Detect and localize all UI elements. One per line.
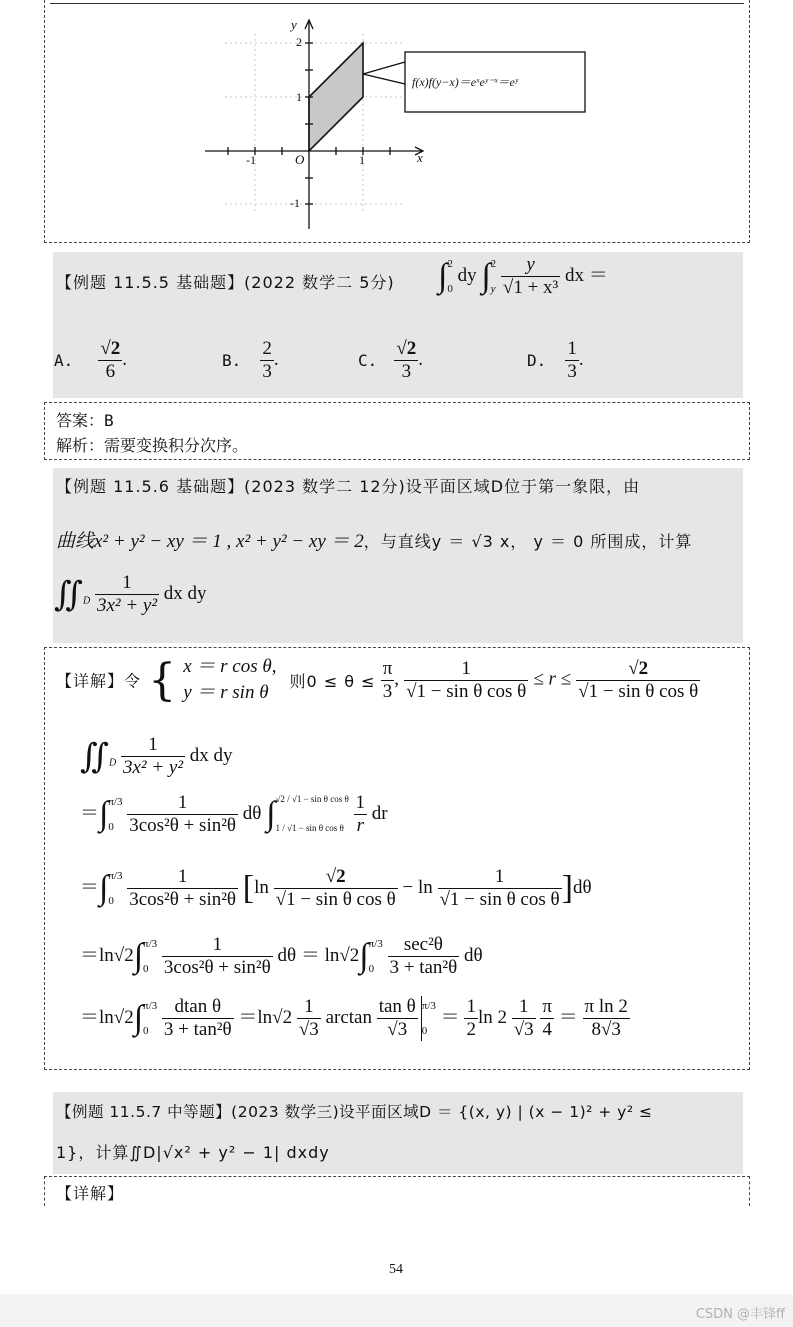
l3-num: 1 bbox=[177, 866, 188, 887]
watermark: CSDN @丰锋ff bbox=[695, 1307, 785, 1322]
l5-arctan: arctan bbox=[325, 1006, 372, 1028]
example-11-5-7-line2: 1}，计算∬D|√x² + y² − 1| dxdy bbox=[56, 1143, 330, 1162]
region-figure bbox=[200, 14, 600, 234]
l2-lower: 0 bbox=[108, 820, 114, 833]
l3-upper: π/3 bbox=[108, 870, 123, 883]
region-sub-sol: D bbox=[108, 757, 117, 769]
option-a bbox=[54, 338, 127, 383]
l4-ln-sqrt2: ＝ln√2 bbox=[80, 944, 134, 966]
example-11-5-6-line2 bbox=[56, 526, 692, 553]
inner-upper-limit: 2 bbox=[490, 258, 497, 271]
shaded-region bbox=[309, 43, 363, 151]
option-c-den: 3 bbox=[394, 360, 418, 383]
dy-text: dy bbox=[457, 264, 477, 286]
tick-x-neg1: -1 bbox=[246, 153, 256, 167]
l2-r-num: 1 bbox=[355, 792, 366, 813]
example-11-5-6-line1: 【例题 11.5.6 基础题】(2023 数学二 12分)设平面区域D位于第一象限，由 bbox=[56, 477, 641, 496]
option-d-num: 1 bbox=[567, 338, 577, 359]
origin-label: O bbox=[295, 152, 305, 167]
l4-lower2: 0 bbox=[368, 962, 375, 975]
tick-y-2: 2 bbox=[296, 35, 302, 49]
r-upper-den: √1 − sin θ cos θ bbox=[578, 680, 699, 702]
l2-upper: π/3 bbox=[108, 796, 123, 809]
sol-line0 bbox=[56, 654, 700, 706]
l5-eq2: ＝ bbox=[558, 1006, 578, 1028]
sol-line5: ＝ln√2∫π/3 0 $\frac{\text{dtan θ}}{\text{3 + tan²θ}}$ ＝ln√2 $\frac{1}{√3}$ arctan $\frac{\text{tan θ}}{√3}$ π/3 0 ＝ $\frac{1}{2}$ ln 2 $\frac{1}{√3}$ $\frac{\pi}{4}$ ＝ $\frac{\text{π ln 2}}{8√3}$ bbox=[80, 996, 628, 1040]
l5-result-num: π ln 2 bbox=[584, 996, 628, 1017]
figure-top-rule bbox=[50, 3, 744, 4]
detail-box-11-5-7 bbox=[44, 1176, 750, 1206]
region-subscript: D bbox=[82, 595, 91, 607]
dxdy-556: dx dy bbox=[163, 582, 207, 604]
line-condition: ，与直线y ＝ √3 x， y ＝ 0 所围成，计算 bbox=[363, 532, 693, 551]
l3-one: 1 bbox=[494, 866, 505, 887]
l5-result-den: 8√3 bbox=[583, 1018, 630, 1041]
l2-dtheta: dθ bbox=[242, 802, 262, 824]
l5-eq1: ＝ bbox=[440, 1006, 460, 1028]
l5-eval-lower: 0 bbox=[421, 1024, 428, 1037]
sol-line2: ＝∫π/3 0 $\frac{1}{\text{3cos²θ + sin²θ}}$ dθ ∫√2 / √1 − sin θ cos θ 1 / √1 − sin θ cos θ $\frac{1}{r}$ dr bbox=[80, 792, 388, 836]
integrand-num-556: 1 bbox=[122, 572, 132, 593]
double-integral-sign: ∬ bbox=[54, 576, 83, 614]
l3-ln1: ln bbox=[254, 876, 269, 898]
sol-line1: $∬_D$ $\frac{1}{\text{3x² + y²}}$ dx dy bbox=[80, 734, 233, 778]
option-b bbox=[222, 338, 279, 383]
r-inequality: ≤ r ≤ bbox=[533, 668, 572, 690]
l5-four: 4 bbox=[540, 1018, 554, 1041]
example-11-5-7-line1: 【例题 11.5.7 中等题】(2023 数学三)设平面区域D ＝ {(x, y) | (x − 1)² + y² ≤ bbox=[56, 1103, 653, 1121]
integrand-den-556: 3x² + y² bbox=[96, 595, 158, 616]
l2-inner-upper: √2 / √1 − sin θ cos θ bbox=[275, 793, 349, 804]
option-b-dot: . bbox=[273, 349, 279, 370]
l2-r-den: r bbox=[354, 814, 368, 837]
outer-lower-limit: 0 bbox=[447, 282, 453, 295]
option-d-letter: D. bbox=[527, 351, 547, 370]
l4-sec: sec²θ bbox=[403, 934, 443, 955]
option-b-num: 2 bbox=[262, 338, 272, 359]
integral-sign-inner: ∫ bbox=[481, 257, 491, 295]
option-b-den: 3 bbox=[262, 361, 272, 382]
option-d-dot: . bbox=[578, 349, 584, 370]
option-a-num: √2 bbox=[100, 338, 121, 359]
integrand-denominator: √1 + x³ bbox=[502, 277, 559, 298]
l5-one: 1 bbox=[304, 996, 314, 1017]
tick-y-neg1: -1 bbox=[290, 196, 300, 210]
l5-half-num: 1 bbox=[466, 996, 476, 1017]
answer-text: 答案：B bbox=[56, 411, 114, 430]
option-a-letter: A. bbox=[54, 351, 74, 370]
l5-pi: π bbox=[542, 996, 552, 1017]
r-lower-num: 1 bbox=[461, 657, 471, 679]
l2-num: 1 bbox=[177, 792, 188, 813]
l2-den: 3cos²θ + sin²θ bbox=[129, 815, 237, 836]
page-number: 54 bbox=[389, 1262, 403, 1277]
brace-icon: { bbox=[148, 654, 177, 706]
system-eq1: x ＝ r cos θ, bbox=[183, 656, 277, 677]
l5-sqrt3-b: √3 bbox=[377, 1018, 418, 1041]
axis-y-label: y bbox=[291, 17, 297, 32]
option-c-letter: C. bbox=[358, 351, 378, 370]
l2-dr: dr bbox=[371, 802, 388, 824]
sol-line4: ＝ln√2∫π/3 0 $\frac{1}{\text{3cos²θ + sin²θ}}$ dθ ＝ ln√2∫π/3 0 $\frac{\text{sec²θ}}{\text{3 + tan²θ}}$ dθ bbox=[80, 934, 483, 978]
system-eq2: y ＝ r sin θ bbox=[183, 682, 269, 703]
l5-eq-ln-sqrt2: ＝ln√2 bbox=[238, 1006, 293, 1028]
r-upper-num: √2 bbox=[628, 657, 649, 679]
l3-lower: 0 bbox=[108, 894, 114, 907]
l5-ln-sqrt2: ＝ln√2 bbox=[80, 1006, 134, 1028]
l4-eq: dθ ＝ ln√2 bbox=[277, 944, 360, 966]
l2-inner-lower: 1 / √1 − sin θ cos θ bbox=[275, 823, 344, 834]
inner-lower-limit: y bbox=[490, 282, 496, 295]
l3-den2: √1 − sin θ cos θ bbox=[439, 889, 560, 910]
axis-x-label: x bbox=[417, 150, 423, 165]
l5-eval-upper: π/3 bbox=[421, 1000, 436, 1013]
option-a-dot: . bbox=[122, 349, 128, 370]
l5-den: 3 + tan²θ bbox=[163, 1019, 232, 1040]
option-d-den: 3 bbox=[567, 361, 577, 382]
outer-upper-limit: 2 bbox=[447, 258, 453, 271]
integrand-numerator: y bbox=[526, 254, 535, 275]
sol-line3: ＝∫π/3 0 $\frac{1}{\text{3cos²θ + sin²θ}}$ [ln $\frac{√2}{\text{√1 − sin θ cos θ}}$ − ln $\frac{1}{\text{√1 − sin θ cos θ}}$ ]dθ bbox=[80, 866, 592, 910]
l3-sqrt2: √2 bbox=[325, 866, 346, 887]
detail-label-557: 【详解】 bbox=[56, 1184, 125, 1203]
tick-x-1: 1 bbox=[359, 153, 365, 167]
analysis-text: 解析：需要变换积分次序。 bbox=[56, 436, 249, 455]
annotation-text: f(x)f(y−x)＝eˣeʸ⁻ˣ＝eʸ bbox=[412, 75, 518, 89]
integral-sign-outer: ∫ bbox=[438, 257, 448, 295]
l5-ln2: ln 2 bbox=[477, 1006, 507, 1028]
l3-den: 3cos²θ + sin²θ bbox=[129, 889, 237, 910]
l5-upper: π/3 bbox=[143, 1000, 158, 1013]
option-c-num: √2 bbox=[396, 338, 417, 359]
example-11-5-5-header: 【例题 11.5.5 基础题】(2022 数学二 5分) bbox=[56, 273, 395, 292]
option-a-den: 6 bbox=[98, 360, 122, 383]
option-c bbox=[358, 338, 423, 383]
pi-num: π bbox=[382, 657, 393, 679]
curve-equations: 曲线x² + y² − xy ＝ 1 , x² + y² − xy ＝ 2 bbox=[56, 531, 364, 552]
theta-range: 则0 ≤ θ ≤ bbox=[289, 671, 376, 691]
l5-one-b: 1 bbox=[518, 996, 529, 1017]
integrand-fraction-556 bbox=[95, 572, 159, 617]
example-11-5-5-integral bbox=[438, 254, 608, 299]
l1-den: 3x² + y² bbox=[122, 757, 184, 778]
l4-lower: 0 bbox=[143, 962, 149, 975]
example-11-5-6-integral bbox=[54, 572, 207, 617]
l5-tantheta: tan θ bbox=[378, 996, 416, 1017]
option-d bbox=[527, 338, 584, 383]
l5-sqrt3: √3 bbox=[298, 1019, 319, 1040]
l1-tail: dx dy bbox=[189, 744, 233, 766]
l4-upper: π/3 bbox=[143, 938, 158, 951]
l3-minus-ln: − ln bbox=[402, 876, 433, 898]
l4-dtheta: dθ bbox=[463, 944, 483, 966]
l5-num: dtan θ bbox=[174, 996, 222, 1017]
l3-den1: √1 − sin θ cos θ bbox=[275, 889, 396, 910]
three-den: 3 bbox=[381, 680, 395, 703]
integrand-fraction bbox=[501, 254, 560, 299]
r-lower-den: √1 − sin θ cos θ bbox=[406, 680, 527, 702]
l3-dtheta: dθ bbox=[572, 876, 592, 898]
comma: , bbox=[394, 668, 400, 690]
l1-num: 1 bbox=[148, 734, 158, 755]
l5-half-den: 2 bbox=[466, 1019, 476, 1040]
detail-label: 【详解】令 bbox=[56, 671, 142, 691]
option-c-dot: . bbox=[418, 349, 424, 370]
dx-equals: dx ＝ bbox=[565, 264, 608, 286]
tick-y-1: 1 bbox=[296, 90, 302, 104]
l4-num: 1 bbox=[212, 934, 223, 955]
l4-den: 3cos²θ + sin²θ bbox=[163, 957, 271, 978]
option-b-letter: B. bbox=[222, 351, 242, 370]
l5-lower: 0 bbox=[143, 1024, 149, 1037]
l5-sqrt3-c: √3 bbox=[513, 1019, 534, 1040]
footer-bar bbox=[0, 1294, 793, 1327]
l4-tan: 3 + tan²θ bbox=[389, 957, 458, 978]
l4-upper2: π/3 bbox=[368, 938, 383, 951]
